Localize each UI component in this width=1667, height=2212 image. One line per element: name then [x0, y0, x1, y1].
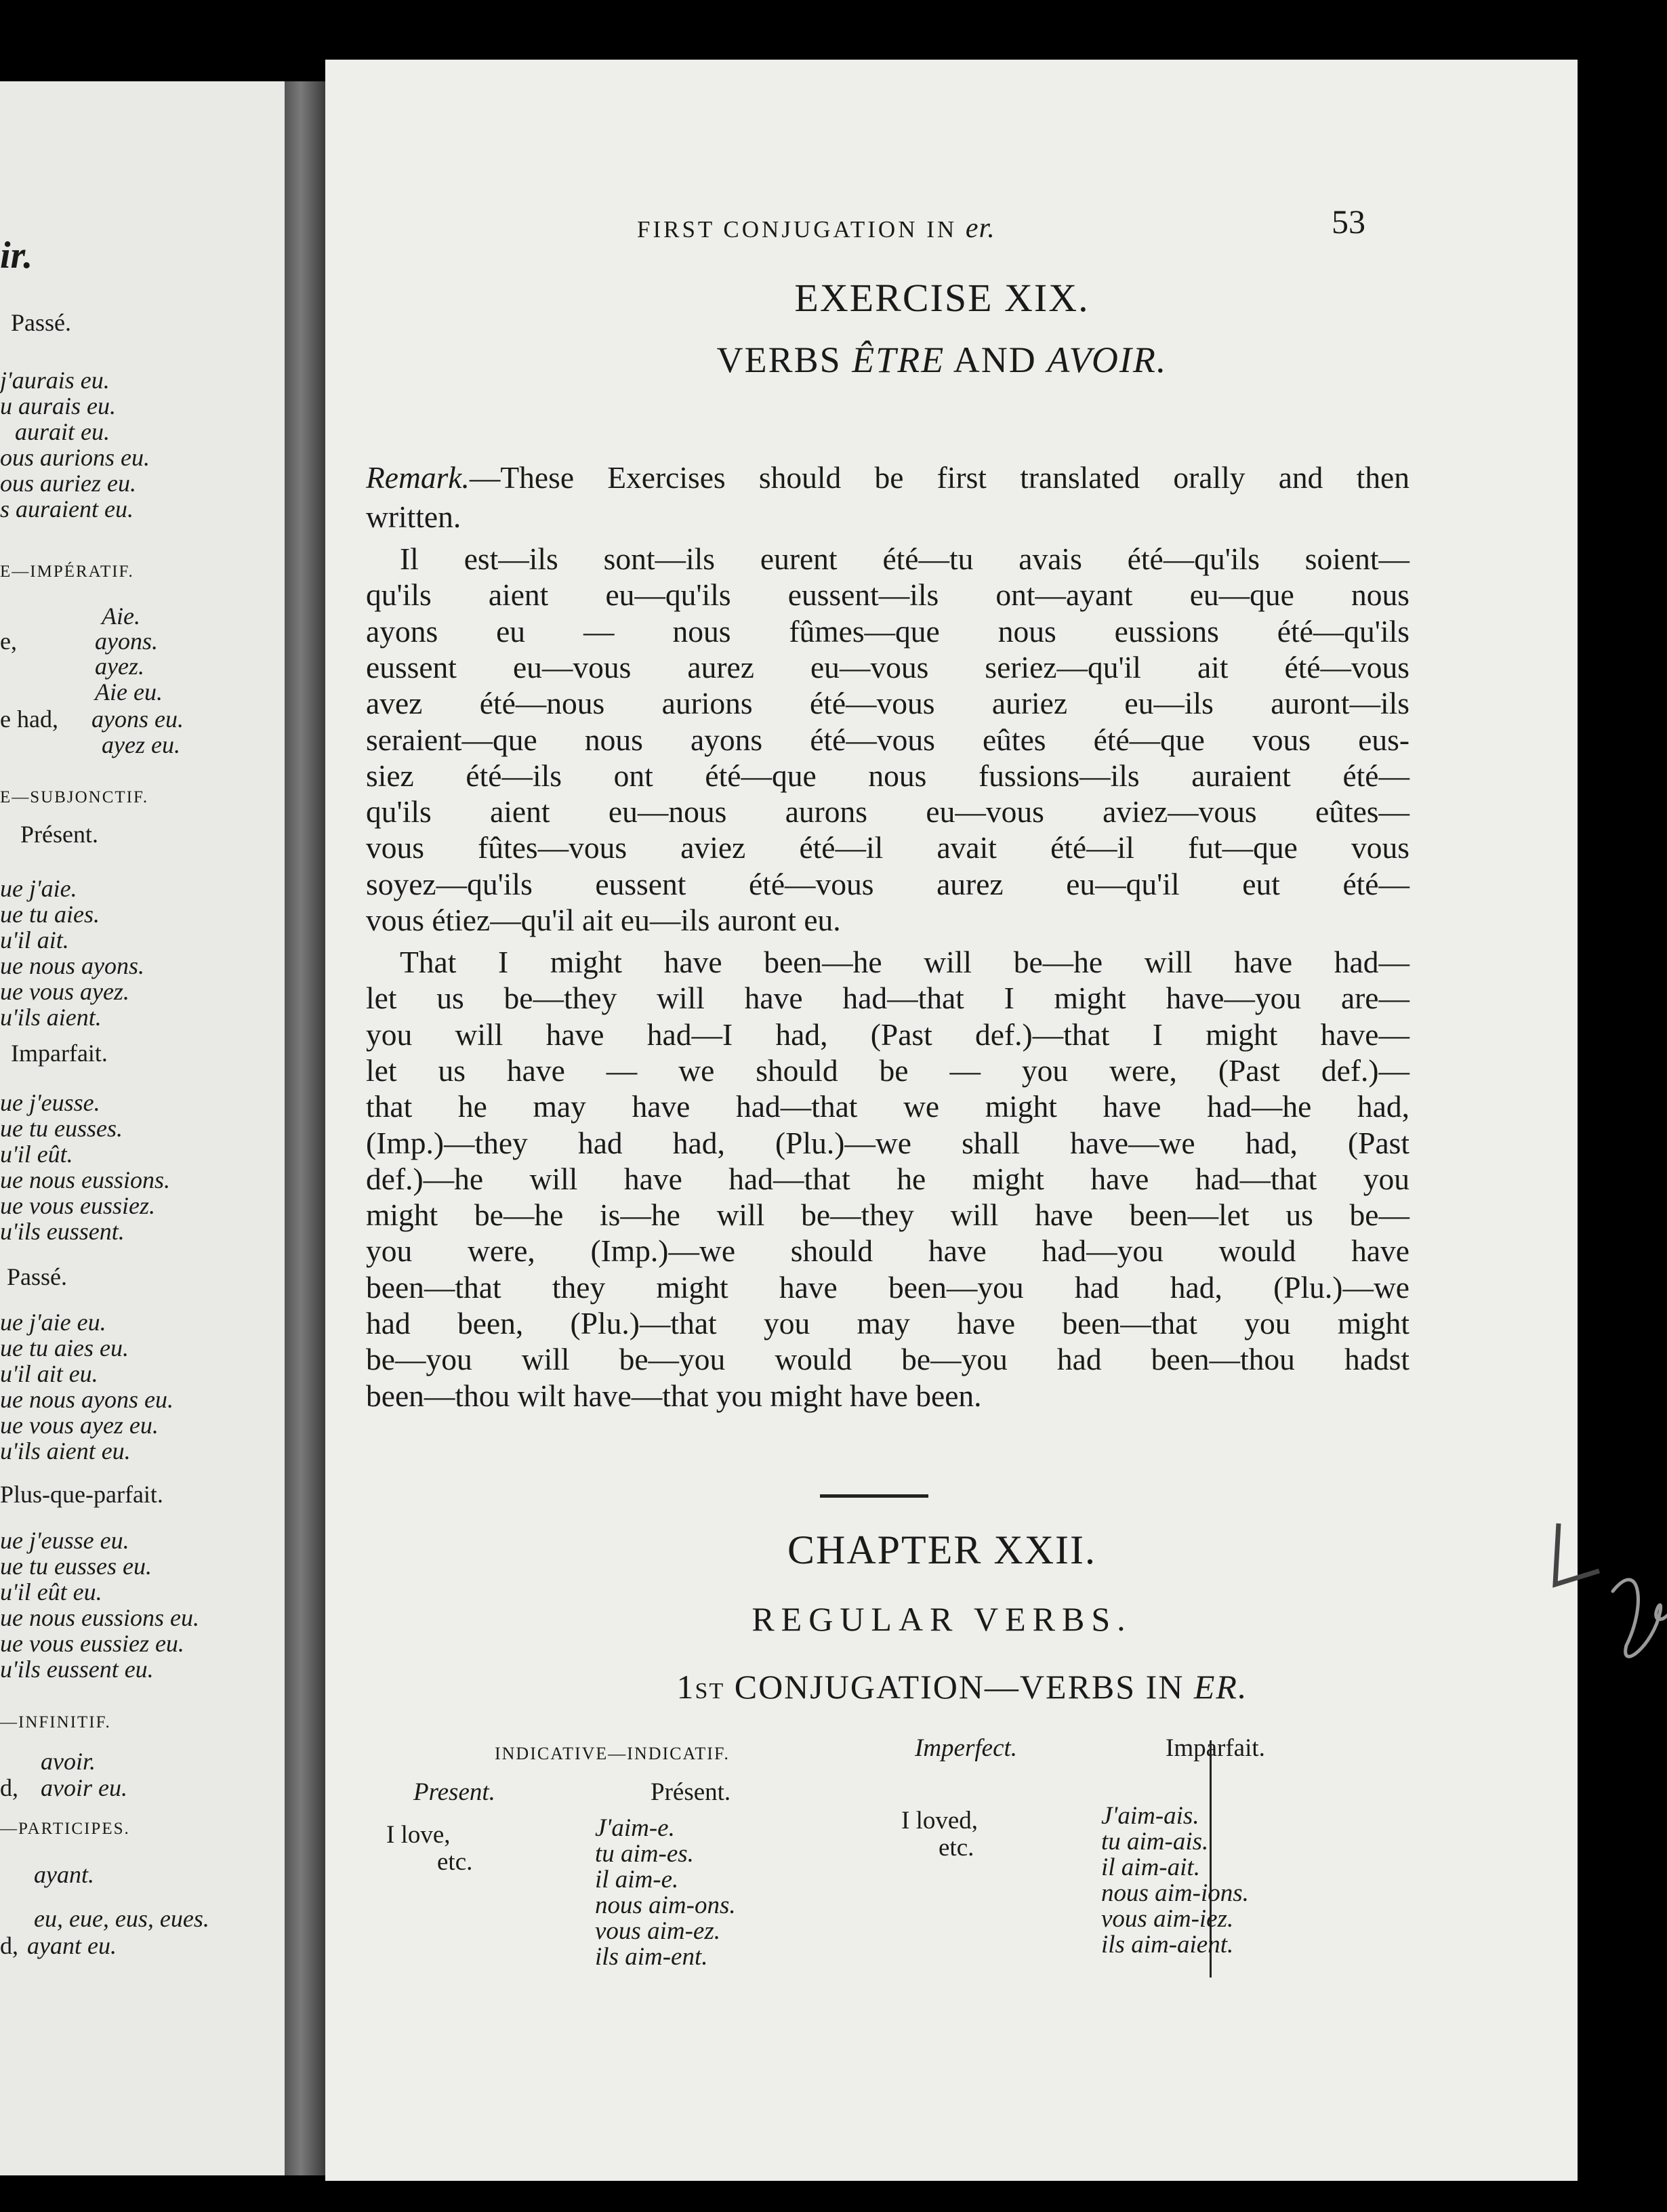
left-page-line: ue j'aie eu. — [0, 1309, 106, 1336]
indicative-header: INDICATIVE—INDICATIF. — [495, 1744, 730, 1763]
left-page-line: avoir eu. — [41, 1774, 127, 1801]
left-page-line: aurait eu. — [15, 418, 110, 445]
left-page-line: ayons eu. — [91, 705, 184, 733]
left-page-line: ue tu eusses. — [0, 1115, 123, 1142]
english-line: let us be—they will have had—that I might have—you are— — [366, 981, 1409, 1016]
imperfect-form: vous aim-iez. — [1101, 1905, 1234, 1933]
left-page-line: Passé. — [11, 309, 71, 336]
remark-line — [366, 459, 1409, 495]
left-page-line: —PARTICIPES. — [0, 1820, 130, 1838]
left-page-line: u'ils aient. — [0, 1004, 102, 1031]
english-line: That I might have been—he will be—he will have had— — [400, 945, 1409, 979]
conj-ordinal: ST — [695, 1679, 725, 1704]
pencil-scrawl-1 — [1613, 1456, 1667, 1656]
conj-er: ER. — [1193, 1668, 1248, 1706]
left-page-line: ue tu eusses eu. — [0, 1553, 152, 1580]
left-page-line: Plus-que-parfait. — [0, 1481, 163, 1508]
english-line: you were, (Imp.)—we should have had—you would have — [366, 1233, 1409, 1269]
left-page — [0, 81, 285, 2175]
imperfect-form: J'aim-ais. — [1101, 1802, 1199, 1830]
left-page-line: u'ils eussent. — [0, 1218, 125, 1245]
running-head-italic: er. — [965, 213, 995, 244]
left-page-line: u aurais eu. — [0, 392, 116, 419]
imperfect-en-header: Imperfect. — [915, 1734, 1018, 1762]
english-line: had been, (Plu.)—that you may have been—that you might — [366, 1306, 1409, 1340]
left-page-line: ue nous ayons. — [0, 952, 144, 979]
present-form: il aim-e. — [595, 1866, 679, 1893]
left-page-line: ue nous eussions. — [0, 1166, 170, 1193]
conjugation-title — [325, 1667, 1599, 1706]
left-page-line: e had, — [0, 705, 58, 733]
left-page-line: E—SUBJONCTIF. — [0, 788, 149, 806]
english-line: that he may have had—that we might have had—he had, — [366, 1089, 1409, 1124]
french-line: soyez—qu'ils eussent été—vous aurez eu—qu'il eut été— — [366, 866, 1409, 901]
right-page — [325, 60, 1578, 2181]
pencil-signature — [1545, 1388, 1667, 1808]
left-page-line: E—IMPÉRATIF. — [0, 562, 134, 581]
chapter-subtitle: REGULAR VERBS. — [752, 1600, 1132, 1638]
french-line: siez été—ils ont été—que nous fussions—ils auraient été— — [366, 758, 1409, 793]
book-gutter — [285, 81, 325, 2175]
subtitle-and: AND — [953, 340, 1037, 380]
english-line: (Imp.)—they had had, (Plu.)—we shall have—we had, (Past — [366, 1125, 1409, 1160]
left-page-line: ue tu aies eu. — [0, 1334, 129, 1361]
present-form: nous aim-ons. — [595, 1891, 736, 1919]
imperfect-form: tu aim-ais. — [1101, 1828, 1209, 1856]
exercise-title: EXERCISE XIX. — [794, 276, 1090, 320]
left-page-line: —INFINITIF. — [0, 1713, 111, 1732]
english-line: let us have — we should be — you were, (Past def.)— — [366, 1052, 1409, 1088]
left-page-line: ue vous eussiez eu. — [0, 1630, 184, 1657]
left-page-line: d, — [0, 1932, 18, 1959]
left-page-line: Aie eu. — [95, 678, 163, 705]
imperfect-form: nous aim-ions. — [1101, 1879, 1249, 1907]
french-line: vous fûtes—vous aviez été—il avait été—il fut—que vous — [366, 830, 1409, 865]
left-page-line: Aie. — [102, 602, 140, 630]
left-page-line: avoir. — [41, 1748, 96, 1775]
french-line: seraient—que nous ayons été—vous eûtes été—que vous eus- — [366, 722, 1409, 757]
left-page-line: s auraient eu. — [0, 495, 133, 523]
left-page-line: ous auriez eu. — [0, 470, 136, 497]
french-line: ayons eu — nous fûmes—que nous eussions été—qu'ils — [366, 613, 1409, 649]
english-line: def.)—he will have had—that he might have had—that you — [366, 1161, 1409, 1196]
chapter-title: CHAPTER XXII. — [787, 1528, 1096, 1572]
imperfect-en-etc: etc. — [939, 1834, 974, 1862]
left-page-line: ayant eu. — [27, 1932, 117, 1959]
french-line: avez été—nous aurions été—vous auriez eu—ils auront—ils — [366, 686, 1409, 721]
english-line: might be—he is—he will be—they will have been—let us be— — [366, 1197, 1409, 1233]
left-page-line: ue vous ayez eu. — [0, 1412, 159, 1439]
left-page-line: Imparfait. — [11, 1040, 108, 1067]
present-fr-header: Présent. — [651, 1778, 731, 1806]
left-page-line: e, — [0, 628, 17, 655]
present-en-etc: etc. — [437, 1848, 473, 1876]
french-line: eussent eu—vous aurez eu—vous seriez—qu'il ait été—vous — [366, 649, 1409, 684]
remark-line-2: written. — [366, 499, 461, 534]
running-head-text: FIRST CONJUGATION IN — [637, 216, 958, 243]
pencil-check-mark — [1555, 1523, 1599, 1584]
imperfect-form: ils aim-aient. — [1101, 1931, 1234, 1959]
imperfect-form: il aim-ait. — [1101, 1853, 1200, 1881]
present-form: J'aim-e. — [595, 1814, 675, 1842]
left-page-line: u'il ait eu. — [0, 1360, 98, 1387]
left-page-line: ayons. — [95, 628, 158, 655]
left-page-line: ue vous ayez. — [0, 978, 129, 1005]
left-page-line: ayant. — [34, 1861, 94, 1888]
remark-label: Remark. — [366, 460, 470, 495]
conj-number: 1 — [676, 1668, 695, 1706]
present-form: ils aim-ent. — [595, 1943, 708, 1971]
left-page-line: ous aurions eu. — [0, 444, 150, 471]
left-page-line: Passé. — [7, 1263, 67, 1290]
left-page-line: j'aurais eu. — [0, 367, 110, 394]
left-page-line: ue vous eussiez. — [0, 1192, 155, 1219]
conj-text: CONJUGATION—VERBS IN — [734, 1668, 1185, 1706]
remark-text: —These Exercises should be first translated orally and then — [469, 460, 1409, 495]
english-line: be—you will be—you would be—you had been—thou hadst — [366, 1342, 1409, 1377]
section-rule — [820, 1494, 928, 1498]
imperfect-fr-header: Imparfait. — [1166, 1734, 1265, 1762]
left-page-line: u'il eût. — [0, 1141, 73, 1168]
running-head — [637, 212, 995, 245]
left-page-line: ue nous eussions eu. — [0, 1604, 199, 1631]
left-page-line: ue j'eusse eu. — [0, 1527, 129, 1554]
subtitle-etre: ÊTRE — [852, 340, 945, 380]
french-line: qu'ils aient eu—qu'ils eussent—ils ont—ayant eu—que nous — [366, 577, 1409, 613]
page-number: 53 — [1332, 203, 1365, 241]
present-en-header: Present. — [413, 1778, 495, 1806]
left-page-line: ayez. — [95, 653, 144, 680]
left-page-line: u'il eût eu. — [0, 1578, 102, 1605]
left-page-line: ayez eu. — [102, 731, 180, 758]
left-page-line: u'ils eussent eu. — [0, 1656, 154, 1683]
english-line: you will have had—I had, (Past def.)—that I might have— — [366, 1017, 1409, 1052]
left-page-line: eu, eue, eus, eues. — [34, 1905, 209, 1932]
present-form: tu aim-es. — [595, 1840, 694, 1868]
left-page-line: ue j'eusse. — [0, 1089, 100, 1116]
french-line: qu'ils aient eu—nous aurons eu—vous aviez—vous eûtes— — [366, 794, 1409, 830]
left-page-line: ue tu aies. — [0, 901, 100, 928]
french-line: vous étiez—qu'il ait eu—ils auront eu. — [366, 903, 841, 937]
left-page-line: d, — [0, 1774, 18, 1801]
subtitle-avoir: AVOIR. — [1047, 340, 1168, 380]
left-page-line: u'ils aient eu. — [0, 1437, 131, 1465]
left-page-line: Présent. — [20, 821, 98, 848]
left-page-line: ir. — [0, 234, 33, 276]
present-form: vous aim-ez. — [595, 1917, 720, 1945]
subtitle-verbs: VERBS — [716, 340, 842, 380]
left-page-line: ue nous ayons eu. — [0, 1386, 173, 1413]
left-page-line: u'il ait. — [0, 926, 69, 954]
left-page-line: ue j'aie. — [0, 875, 77, 902]
english-line: been—thou wilt have—that you might have been. — [366, 1378, 982, 1413]
exercise-subtitle — [325, 339, 1559, 381]
imperfect-en-gloss: I loved, — [901, 1807, 979, 1835]
english-line: been—that they might have been—you had had, (Plu.)—we — [366, 1269, 1409, 1305]
present-en-gloss: I love, — [386, 1821, 451, 1849]
french-line: Il est—ils sont—ils eurent été—tu avais été—qu'ils soient— — [400, 541, 1409, 576]
